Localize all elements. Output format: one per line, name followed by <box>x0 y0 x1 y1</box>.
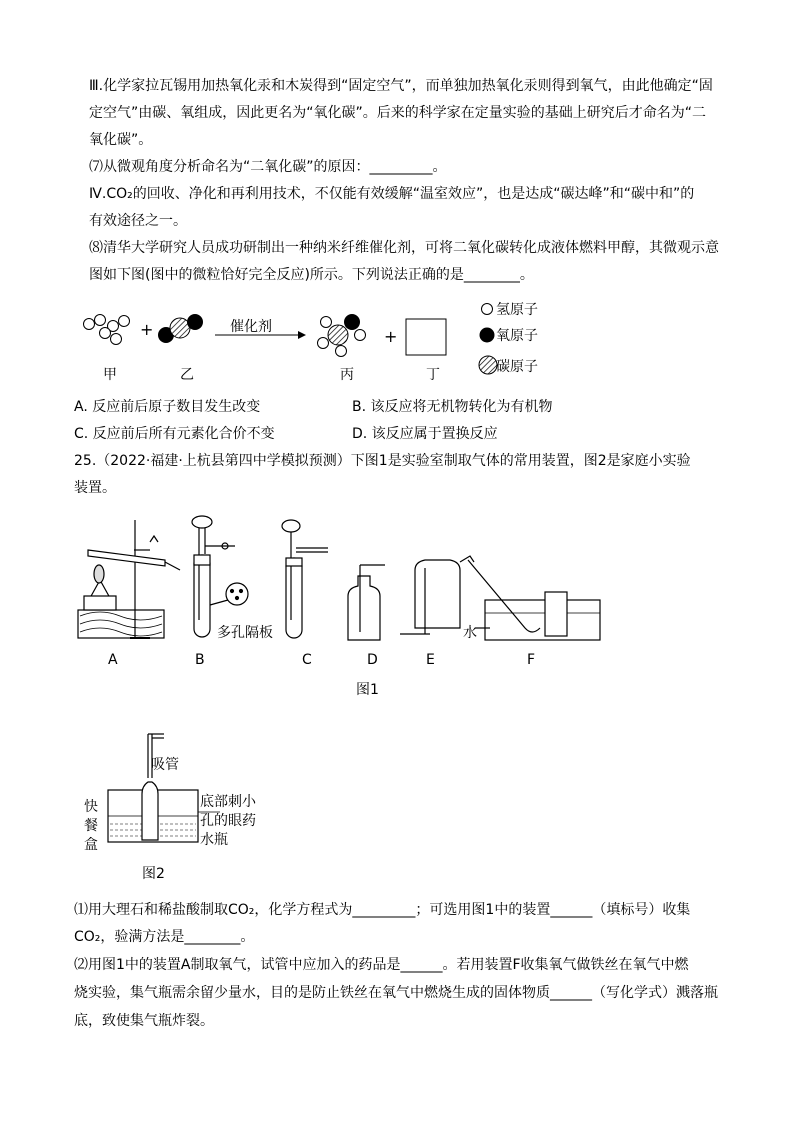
reactant-jia <box>84 315 130 345</box>
apparatus-f <box>460 556 600 640</box>
legend-oxygen-symbol <box>480 328 495 343</box>
question-7: ⑺从微观角度分析命名为“二氧化碳”的原因：_________。 <box>89 159 447 175</box>
product-ding-box <box>406 319 446 355</box>
question-1-line-2: CO₂，验满方法是________。 <box>74 929 255 945</box>
reactant-yi <box>158 314 203 343</box>
paragraph-iv-line-2: 有效途径之一。 <box>89 213 187 229</box>
apparatus-a <box>78 520 180 638</box>
label-jia: 甲 <box>103 367 117 383</box>
question-2-line-3: 底，致使集气瓶炸裂。 <box>74 1013 214 1029</box>
label-d: D <box>367 652 378 668</box>
bottle-label-1: 底部刺小 <box>200 794 256 810</box>
label-bing: 丙 <box>340 367 354 383</box>
figure-1-apparatus <box>70 510 610 650</box>
apparatus-b <box>192 516 248 637</box>
plus-1: + <box>140 320 154 339</box>
apparatus-e <box>400 560 460 634</box>
paragraph-iii-line-2: 定空气”由碳、氧组成，因此更名为“氧化碳”。后来的科学家在定量实验的基础上研究后才命名为“二 <box>89 105 707 121</box>
question-25-line-2: 装置。 <box>74 480 116 496</box>
legend-hydrogen-label: 氢原子 <box>496 302 538 318</box>
legend-carbon-label: 碳原子 <box>496 359 538 375</box>
question-8-line-2: 图如下图(图中的微粒恰好完全反应)所示。下列说法正确的是________。 <box>89 267 534 283</box>
water-label-f: 水 <box>463 625 477 641</box>
bottle-label-3: 水瓶 <box>200 832 228 848</box>
box-label-1: 快 <box>84 799 98 815</box>
option-b: B. 该反应将无机物转化为有机物 <box>352 399 553 415</box>
figure-2-caption: 图2 <box>142 866 165 882</box>
question-2-line-2: 烧实验，集气瓶需余留少量水，目的是防止铁丝在氧气中燃烧生成的固体物质______（写化学式）溅落瓶 <box>74 985 718 1001</box>
bottle-label-2: 孔的眼药 <box>200 813 256 829</box>
label-a: A <box>108 652 118 668</box>
catalyst-label: 催化剂 <box>230 319 272 335</box>
label-f: F <box>527 652 536 668</box>
option-c: C. 反应前后所有元素化合价不变 <box>74 426 275 442</box>
legend-carbon-symbol <box>479 356 497 374</box>
product-bing <box>318 314 366 357</box>
paragraph-iii-line-3: 氧化碳”。 <box>89 132 153 148</box>
question-8-line-1: ⑻清华大学研究人员成功研制出一种纳米纤维催化剂，可将二氧化碳转化成液体燃料甲醇，其微观示意 <box>89 240 719 256</box>
legend-oxygen-label: 氧原子 <box>496 328 538 344</box>
label-yi: 乙 <box>180 367 194 383</box>
paragraph-iv-line-1: Ⅳ.CO₂的回收、净化和再利用技术，不仅能有效缓解“温室效应”，也是达成“碳达峰”和“碳中和”的 <box>89 186 695 202</box>
apparatus-d <box>348 565 385 640</box>
paragraph-iii-line-1: Ⅲ.化学家拉瓦锡用加热氧化汞和木炭得到“固定空气”，而单独加热氧化汞则得到氧气，由此他确定“固 <box>89 78 713 94</box>
figure-1-caption: 图1 <box>356 682 379 698</box>
question-1-line-1: ⑴用大理石和稀盐酸制取CO₂，化学方程式为_________；可选用图1中的装置______（填标号）收集 <box>74 902 691 918</box>
option-d: D. 该反应属于置换反应 <box>352 426 498 442</box>
apparatus-c <box>282 520 328 638</box>
question-2-line-1: ⑵用图1中的装置A制取氧气，试管中应加入的药品是______。若用装置F收集氧气做铁丝在氧气中燃 <box>74 957 689 973</box>
plus-2: + <box>384 327 398 346</box>
porous-plate-label: 多孔隔板 <box>217 625 273 641</box>
label-e: E <box>426 652 435 668</box>
straw-label: 吸管 <box>151 757 179 773</box>
question-25-line-1: 25.（2022·福建·上杭县第四中学模拟预测）下图1是实验室制取气体的常用装置，图2是家庭小实验 <box>74 453 691 469</box>
legend-hydrogen-symbol <box>482 304 493 315</box>
option-a: A. 反应前后原子数目发生改变 <box>74 399 261 415</box>
box-label-2: 餐 <box>84 818 98 834</box>
label-ding: 丁 <box>426 367 440 383</box>
box-label-3: 盒 <box>84 837 98 853</box>
label-c: C <box>302 652 312 668</box>
label-b: B <box>195 652 205 668</box>
